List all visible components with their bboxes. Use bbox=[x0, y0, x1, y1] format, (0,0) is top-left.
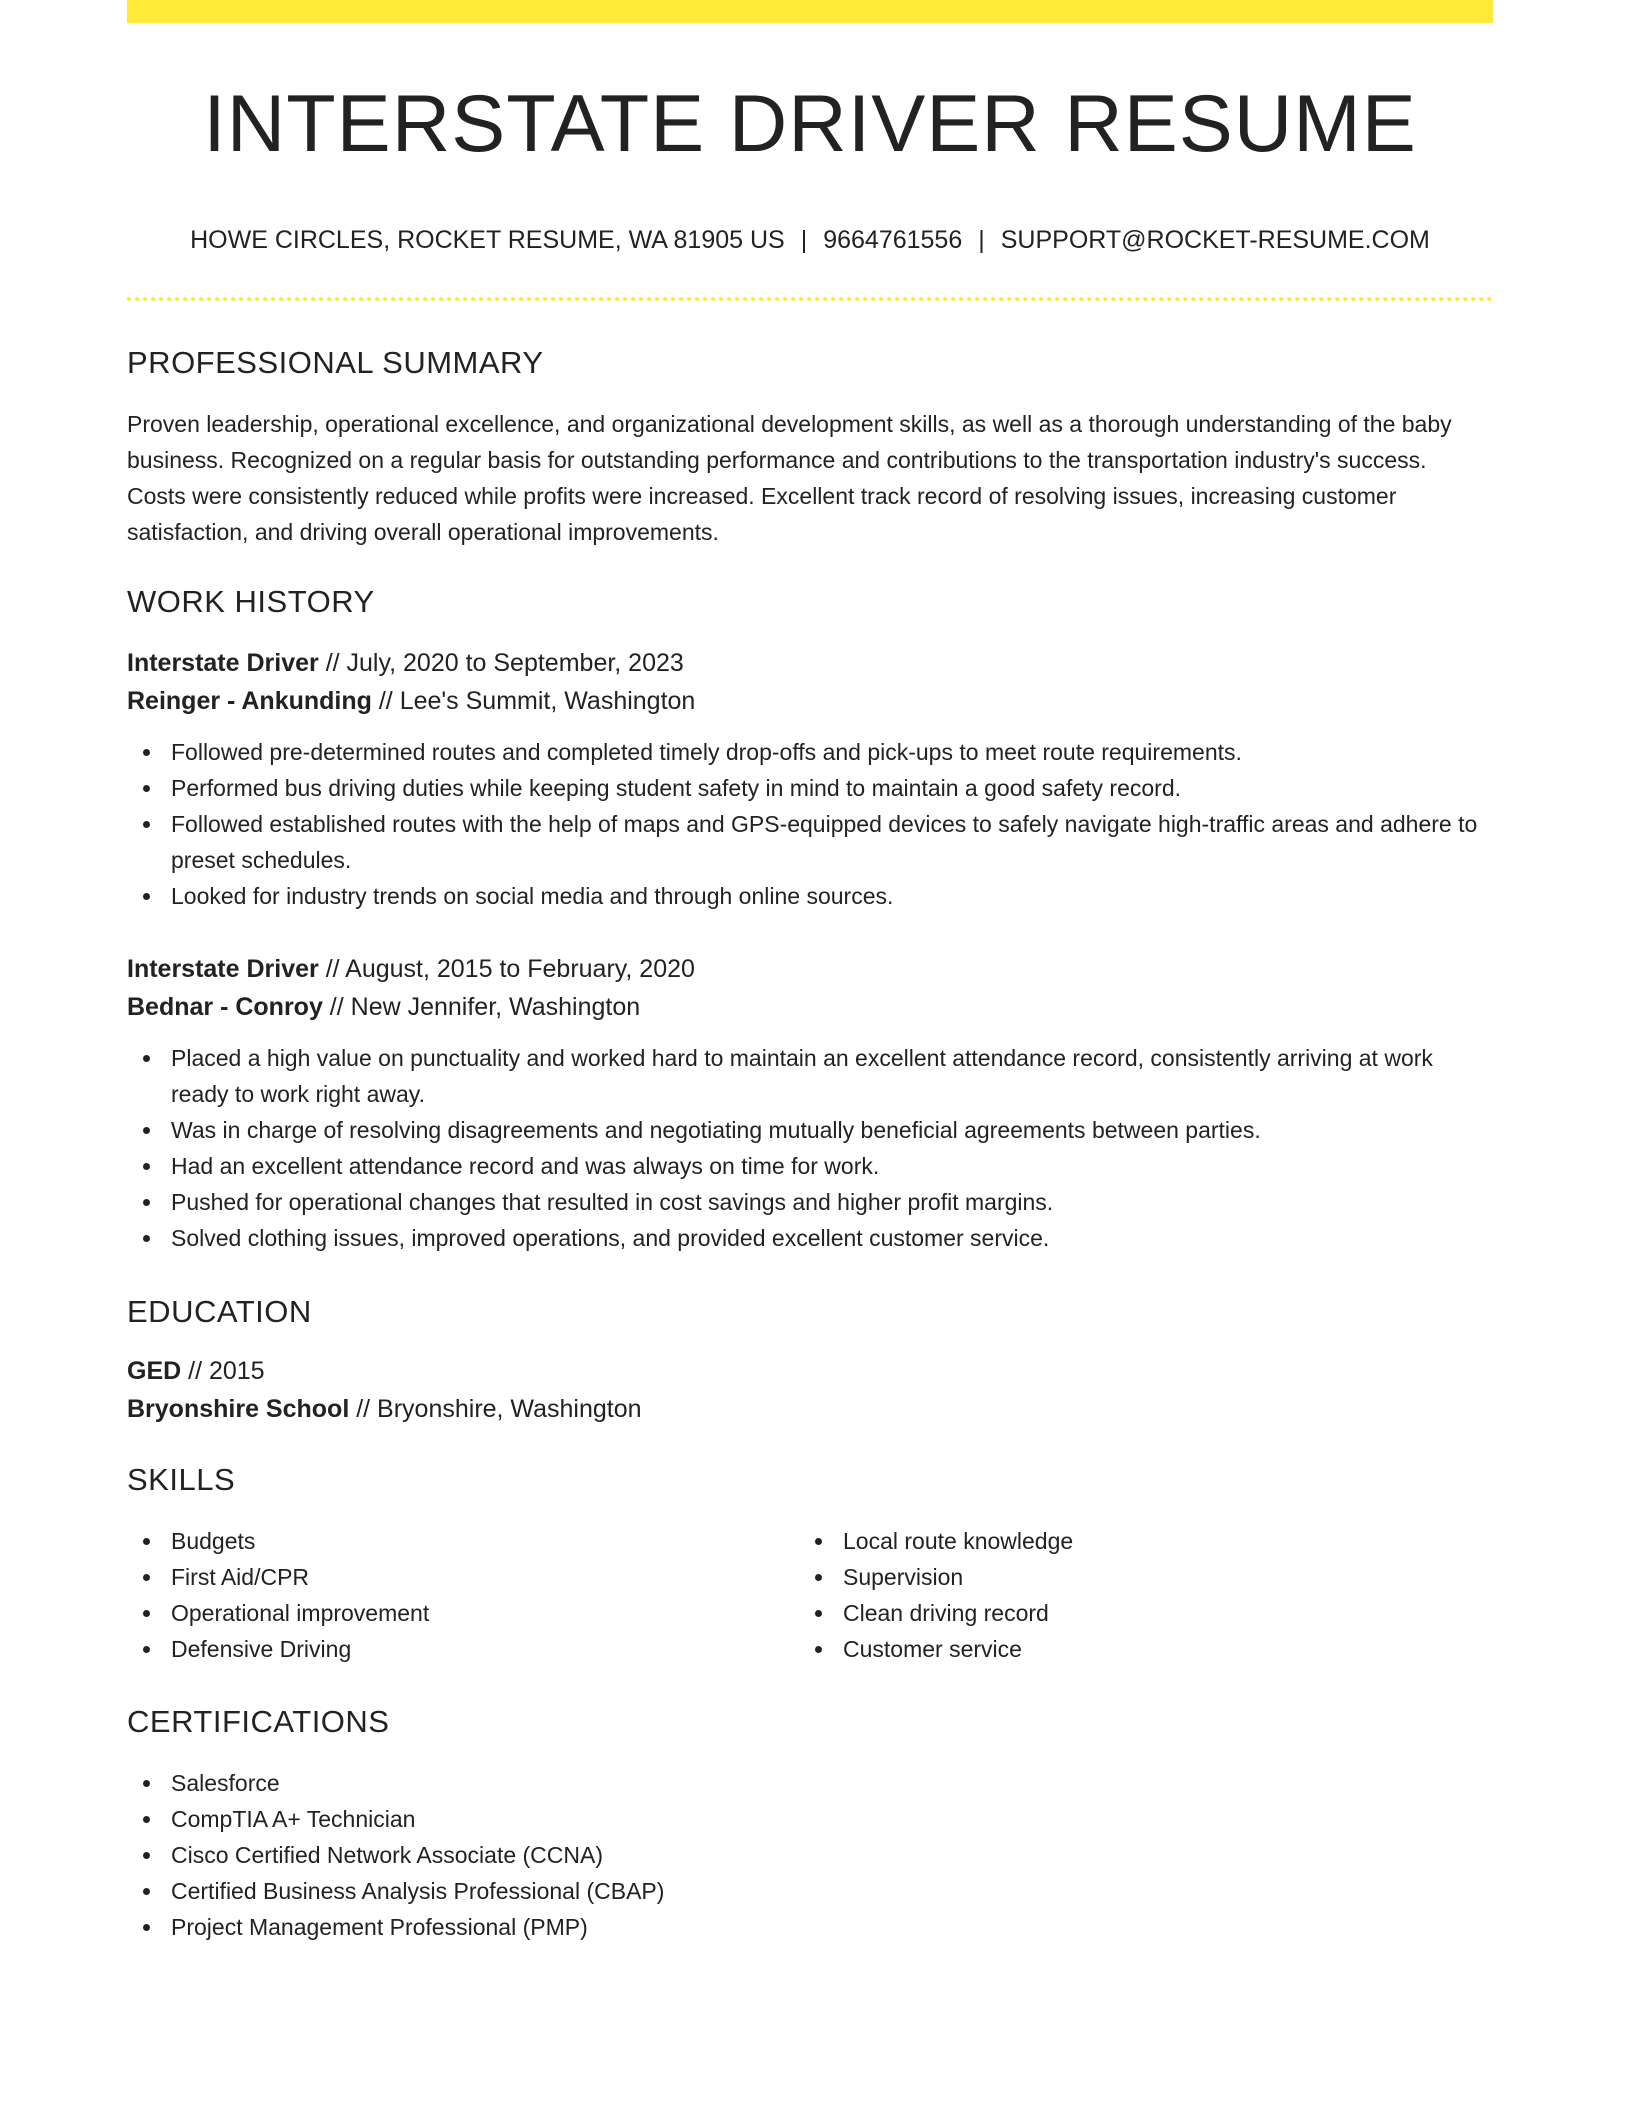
education-heading: EDUCATION bbox=[127, 1294, 312, 1329]
list-item: Salesforce bbox=[127, 1765, 1493, 1801]
accent-bar bbox=[127, 0, 1493, 23]
list-item: Budgets bbox=[127, 1523, 799, 1559]
education-school: Bryonshire School bbox=[127, 1395, 350, 1423]
job-dates: // July, 2020 to September, 2023 bbox=[318, 649, 684, 677]
contact-phone: 9664761556 bbox=[823, 226, 963, 254]
skills-heading: SKILLS bbox=[127, 1462, 236, 1497]
list-item: Customer service bbox=[799, 1631, 1471, 1667]
work-history-heading: WORK HISTORY bbox=[127, 584, 375, 619]
list-item: Was in charge of resolving disagreements and negotiating mutually beneficial agreements between parties. bbox=[127, 1112, 1493, 1148]
list-item: Defensive Driving bbox=[127, 1631, 799, 1667]
job-location: // New Jennifer, Washington bbox=[322, 993, 641, 1021]
list-item: Placed a high value on punctuality and worked hard to maintain an excellent attendance record, consistently arriving at work ready to work right away. bbox=[127, 1040, 1493, 1112]
job-location: // Lee's Summit, Washington bbox=[371, 687, 696, 715]
job-role: Interstate Driver bbox=[127, 955, 319, 983]
dotted-divider bbox=[127, 297, 1493, 301]
contact-line bbox=[127, 228, 1493, 253]
list-item: Followed pre-determined routes and completed timely drop-offs and pick-ups to meet route requirements. bbox=[127, 734, 1493, 770]
education-degree: GED bbox=[127, 1357, 182, 1385]
job-company: Bednar - Conroy bbox=[127, 993, 323, 1021]
skills-grid bbox=[127, 1523, 1493, 1667]
job-role: Interstate Driver bbox=[127, 649, 319, 677]
job-dates: // August, 2015 to February, 2020 bbox=[318, 955, 695, 983]
job-entry bbox=[127, 950, 1493, 1256]
job-role-line bbox=[127, 950, 1493, 988]
list-item: Operational improvement bbox=[127, 1595, 799, 1631]
job-role-line bbox=[127, 644, 1493, 682]
job-bullets bbox=[127, 734, 1493, 914]
education-school-line bbox=[127, 1390, 1493, 1428]
list-item: Followed established routes with the help of maps and GPS-equipped devices to safely navigate high-traffic areas and adhere to preset schedules. bbox=[127, 806, 1493, 878]
list-item: Pushed for operational changes that resulted in cost savings and higher profit margins. bbox=[127, 1184, 1493, 1220]
skills-column-left bbox=[127, 1523, 799, 1667]
certifications-list bbox=[127, 1765, 1493, 1945]
list-item: Cisco Certified Network Associate (CCNA) bbox=[127, 1837, 1493, 1873]
contact-email: SUPPORT@ROCKET-RESUME.COM bbox=[1000, 226, 1430, 254]
list-item: Solved clothing issues, improved operations, and provided excellent customer service. bbox=[127, 1220, 1493, 1256]
list-item: Looked for industry trends on social media and through online sources. bbox=[127, 878, 1493, 914]
list-item: Project Management Professional (PMP) bbox=[127, 1909, 1493, 1945]
education-year: // 2015 bbox=[181, 1357, 265, 1385]
certifications-heading: CERTIFICATIONS bbox=[127, 1704, 390, 1739]
job-company: Reinger - Ankunding bbox=[127, 687, 372, 715]
skills-column-right bbox=[799, 1523, 1471, 1667]
job-bullets bbox=[127, 1040, 1493, 1256]
list-item: Clean driving record bbox=[799, 1595, 1471, 1631]
list-item: Supervision bbox=[799, 1559, 1471, 1595]
list-item: Performed bus driving duties while keeping student safety in mind to maintain a good safety record. bbox=[127, 770, 1493, 806]
education-location: // Bryonshire, Washington bbox=[349, 1395, 642, 1423]
resume-page bbox=[127, 0, 1493, 1945]
resume-title: INTERSTATE DRIVER RESUME bbox=[203, 79, 1417, 169]
contact-separator: | bbox=[978, 226, 985, 254]
contact-address: HOWE CIRCLES, ROCKET RESUME, WA 81905 US bbox=[190, 226, 785, 254]
education-degree-line bbox=[127, 1352, 1493, 1390]
contact-separator: | bbox=[800, 226, 808, 254]
list-item: Had an excellent attendance record and was always on time for work. bbox=[127, 1148, 1493, 1184]
job-company-line bbox=[127, 988, 1493, 1026]
list-item: First Aid/CPR bbox=[127, 1559, 799, 1595]
list-item: Certified Business Analysis Professional (CBAP) bbox=[127, 1873, 1493, 1909]
job-entry bbox=[127, 644, 1493, 914]
summary-heading: PROFESSIONAL SUMMARY bbox=[127, 345, 544, 380]
job-company-line bbox=[127, 682, 1493, 720]
list-item: Local route knowledge bbox=[799, 1523, 1471, 1559]
summary-text: Proven leadership, operational excellence, and organizational development skills, as well as a thorough understanding of the baby business. Recognized on a regular basis for outstanding performance and contributions to the transportation industry's success. Costs were consistently reduced while profits were increased. Excellent track record of resolving issues, increasing customer satisfaction, and driving overall operational improvements. bbox=[127, 411, 1452, 545]
list-item: CompTIA A+ Technician bbox=[127, 1801, 1493, 1837]
